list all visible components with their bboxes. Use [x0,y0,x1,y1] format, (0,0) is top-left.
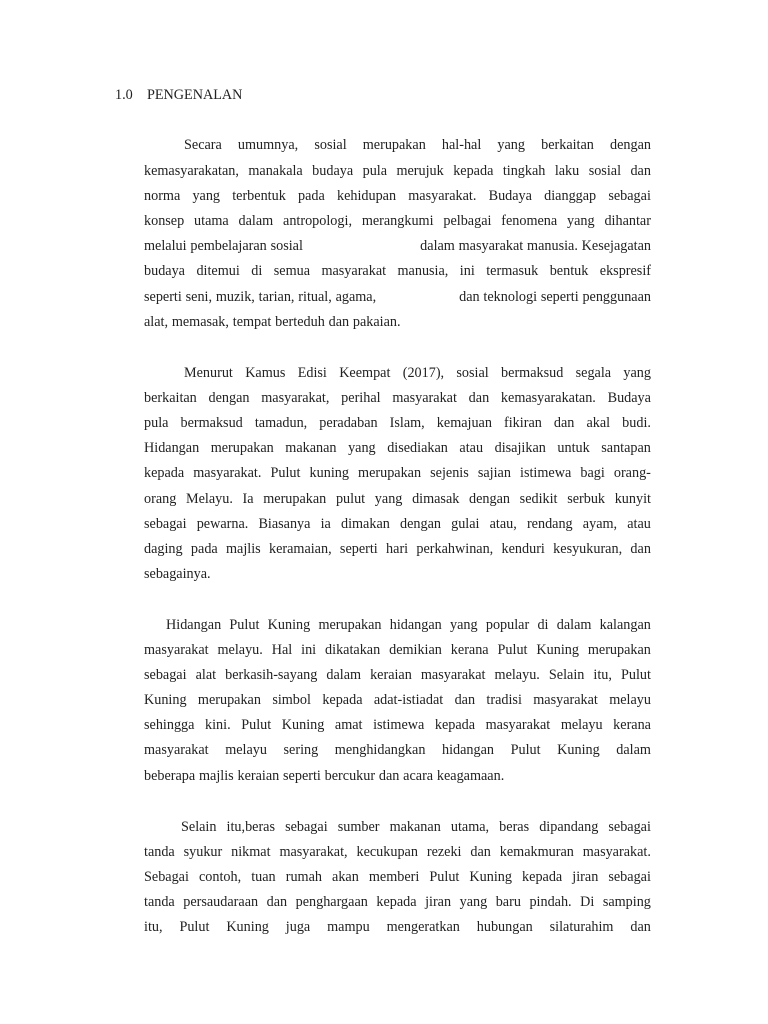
word: yang [450,617,478,633]
word: norma [144,188,181,204]
word: istimewa [520,465,572,481]
word: tarian, [258,289,295,305]
word: masyarakat. [408,188,477,204]
word: tuan [251,869,276,885]
word: budaya [144,263,185,279]
text-segment [420,236,651,256]
word: masyarakat [420,667,486,683]
word: demikian [389,642,442,658]
word: itu, [593,667,612,683]
word: seperti [283,768,321,784]
text-line [144,413,651,433]
word: seni, [185,289,213,305]
word: merupakan [358,465,422,481]
word: budaya [312,163,354,179]
word: juga [285,919,311,935]
text-line [166,615,651,635]
word: seperti [144,289,182,305]
word: muzik, [215,289,255,305]
word: melayu [225,742,267,758]
word: Melayu. [185,491,233,507]
text-line [144,312,651,332]
word: dan [454,692,476,708]
word: Edisi [297,365,327,381]
word: Pulut [497,642,528,658]
word: Biasanya [258,516,311,532]
word: penghargaan [295,894,368,910]
word: atau [627,516,651,532]
word: sosial [456,365,489,381]
word: bermaksud [180,415,243,431]
word: pindah. [529,894,572,910]
word: Pulut [270,465,301,481]
word: Di [580,894,595,910]
text-line [144,489,651,509]
word: baru [495,894,521,910]
word: Budaya [488,188,532,204]
word: tempat [232,314,272,330]
word: masyarakat. [193,465,262,481]
word: merangkumi [361,213,434,229]
word: sedikit [519,491,558,507]
text-segment [144,236,303,256]
word: kepada [322,692,363,708]
word: umumnya, [237,137,299,153]
word: teknologi [483,289,538,305]
text-line [144,261,651,281]
word: dan [630,541,651,557]
text-line [144,186,651,206]
text-segment [459,287,651,307]
word: dianggap [544,188,597,204]
word: Kuning [469,869,512,885]
word: dimakan [340,516,390,532]
word: terbentuk [232,188,286,204]
word: dan [553,415,575,431]
word: pelbagai [443,213,492,229]
word: perkahwinan, [416,541,494,557]
word: kalangan [599,617,651,633]
word: daging [144,541,183,557]
word: dengan [399,516,441,532]
word: masyarakat [533,692,598,708]
text-line [144,892,651,912]
section-title: PENGENALAN [147,87,243,103]
word: utama [194,213,229,229]
word: Kamus [245,365,286,381]
word: perihal [341,390,381,406]
word: dalam [556,617,592,633]
word: pula [362,163,388,179]
word: kunyit [614,491,651,507]
word: bentuk [549,263,589,279]
word: orang [144,491,177,507]
word: ini [301,642,317,658]
word: sebagainya. [144,566,211,582]
word: makanan [389,819,441,835]
word: untuk [557,440,590,456]
text-line [144,514,651,534]
text-line [144,287,651,307]
word: masyarakat [485,717,551,733]
word: popular [485,617,530,633]
word: kesyukuran, [553,541,623,557]
word: yang [374,491,403,507]
word: amat [334,717,363,733]
word: tanda [144,844,175,860]
word: dan [266,894,288,910]
word: laku [554,163,580,179]
word: adat-istiadat [373,692,444,708]
word: mampu [327,919,370,935]
word: sosial [588,163,622,179]
word: dengan [208,390,250,406]
word: hidangan [389,617,442,633]
word: alat, [144,314,169,330]
word: pewarna. [196,516,249,532]
word: ini [459,263,475,279]
text-line [184,363,651,383]
word: Sebagai [144,869,189,885]
word: rumah [285,869,322,885]
word: hidangan [442,742,495,758]
word: dan [328,314,350,330]
text-line [144,690,651,710]
text-line [184,135,651,155]
word: penggunaan [582,289,651,305]
word: kecukupan [356,844,418,860]
word: ritual, [298,289,332,305]
word: contoh, [198,869,242,885]
word: masyarakat [392,390,457,406]
word: Secara [184,137,222,153]
word: kemasyarakatan. [500,390,596,406]
word: sumber [337,819,380,835]
word: berkaitan [541,137,594,153]
word: santapan [601,440,651,456]
word: memberi [368,869,420,885]
word: Kuning [281,717,325,733]
word: silaturahim [549,919,614,935]
word: alat [195,667,217,683]
word: Pulut [179,919,210,935]
text-line [144,640,651,660]
word: pula [144,415,169,431]
text-line [144,715,651,735]
word: menghidangkan [334,742,426,758]
word: hari [386,541,409,557]
word: yang [459,894,488,910]
text-line [144,766,651,786]
word: kini. [205,717,231,733]
word: kerana [450,642,489,658]
word: atau, [489,516,517,532]
word: pada [190,541,218,557]
word: dihantar [604,213,651,229]
word: dan [378,768,400,784]
word: kepada [522,869,563,885]
word: Kesejagatan [581,238,651,254]
word: melayu [560,717,603,733]
word: sebagai [608,819,651,835]
word: yang [497,137,525,153]
word: Pulut [620,667,651,683]
word: keraian [237,768,280,784]
word: di [537,617,549,633]
word: Hal [271,642,293,658]
word: memasak, [171,314,229,330]
word: makanan [285,440,337,456]
word: peradaban [319,415,378,431]
word: kemajuan [436,415,492,431]
word: nikmat [231,844,271,860]
word: serbuk [567,491,606,507]
word: Pulut [429,869,460,885]
word: sehingga [144,717,195,733]
word: orang- [613,465,651,481]
word: bagi [580,465,605,481]
word: konsep [144,213,185,229]
word: dan [470,844,491,860]
word: kehidupan [336,188,397,204]
word: kemasyarakatan, [144,163,239,179]
word: Pulut [510,742,541,758]
word: Kuning [536,642,579,658]
word: masyarakat [458,238,524,254]
word: ia [320,516,331,532]
word: tingkah [502,163,546,179]
word: keraian [370,667,412,683]
word: kepada [434,717,476,733]
word: Kuning [267,617,311,633]
word: budi. [622,415,651,431]
word: berkasih-sayang [225,667,318,683]
word: rezeki [426,844,462,860]
word: melayu [609,692,651,708]
word: pembelajaran [190,238,267,254]
word: sosial [314,137,347,153]
text-line [144,917,651,937]
word: masyarakat [321,263,387,279]
word: itu, [144,919,163,935]
word: Pulut [229,617,260,633]
word: Selain [548,667,585,683]
word: Kuning [557,742,600,758]
word: itu,beras [226,819,276,835]
word: istimewa [373,717,425,733]
text-line [144,236,651,256]
word: manakala [248,163,303,179]
word: tanda [144,894,175,910]
word: manusia, [397,263,449,279]
word: masyarakat, [261,390,330,406]
word: antropologi, [283,213,352,229]
word: sebagai [608,188,651,204]
word: berkaitan [144,390,197,406]
word: merupakan [318,617,382,633]
word: pulut [335,491,366,507]
word: atau [459,440,484,456]
word: dimasak [412,491,460,507]
word: Hidangan [144,440,200,456]
text-line [144,161,651,181]
word: dalam [616,742,651,758]
word: merujuk [396,163,444,179]
word: agama, [335,289,377,305]
section-heading [115,85,242,105]
word: Ia [242,491,254,507]
word: yang [192,188,221,204]
word: yang [623,365,651,381]
word: dan [468,390,490,406]
word: utama, [450,819,490,835]
word: sosial [270,238,303,254]
word: majlis [199,768,234,784]
word: sajian [477,465,511,481]
word: majlis [226,541,261,557]
word: hal-hal [441,137,482,153]
word: ditemui [196,263,240,279]
word: seperti [540,289,579,305]
word: melayu. [494,667,540,683]
word: gulai [451,516,480,532]
text-line [144,463,651,483]
text-line [181,817,651,837]
word: tamadun, [254,415,308,431]
word: bermaksud [501,365,564,381]
word: melalui [144,238,187,254]
word: dengan [610,137,651,153]
word: kepada [376,894,417,910]
text-segment [144,287,376,307]
word: kepada [453,163,494,179]
word: disajikan [494,440,546,456]
word: melayu. [217,642,263,658]
word: dipandang [539,819,599,835]
word: Menurut [184,365,233,381]
word: syukur [183,844,223,860]
word: pada [297,188,325,204]
word: sejenis [430,465,469,481]
word: kemakmuran [499,844,574,860]
word: jiran [425,894,452,910]
word: merupakan [197,692,261,708]
word: seperti [339,541,378,557]
word: beberapa [144,768,196,784]
word: akan [332,869,359,885]
word: ekspresif [599,263,651,279]
word: rendang [526,516,573,532]
word: merupakan [362,137,426,153]
word: segala [575,365,612,381]
word: sebagai [144,516,187,532]
word: dikatakan [325,642,381,658]
word: hubungan [476,919,533,935]
text-line [144,867,651,887]
word: sebagai [285,819,328,835]
word: Islam, [389,415,425,431]
word: yang [348,440,376,456]
word: mengeratkan [386,919,460,935]
text-line [144,211,651,231]
text-line [144,388,651,408]
word: Kuning [144,692,187,708]
word: Pulut [241,717,272,733]
word: semua [273,263,310,279]
word: samping [602,894,651,910]
word: di [251,263,263,279]
word: kuning [309,465,349,481]
text-line [144,740,651,760]
word: Kuning [226,919,269,935]
word: yang [567,213,595,229]
word: Keempat [339,365,391,381]
word: simbol [272,692,311,708]
text-line [144,564,651,584]
word: dengan [469,491,510,507]
word: Selain [181,819,217,835]
word: masyarakat [144,642,209,658]
word: berteduh [275,314,325,330]
word: pakaian. [352,314,401,330]
word: masyarakat, [279,844,348,860]
word: (2017), [402,365,445,381]
text-line [144,842,651,862]
word: akal [586,415,611,431]
word: merupakan [210,440,274,456]
text-line [144,438,651,458]
word: merupakan [587,642,651,658]
word: termasuk [486,263,539,279]
word: dalam [326,667,362,683]
word: tradisi [486,692,522,708]
word: masyarakat. [582,844,651,860]
word: fikiran [504,415,542,431]
word: kepada [144,465,185,481]
word: kenduri [501,541,545,557]
word: fenomena [501,213,558,229]
word: manusia. [527,238,578,254]
word: beras [499,819,530,835]
word: jiran [572,869,599,885]
word: merupakan [263,491,327,507]
word: bercukur [324,768,376,784]
word: sering [283,742,319,758]
word: Hidangan [166,617,222,633]
word: disediakan [387,440,448,456]
word: acara [403,768,434,784]
section-number: 1.0 [115,87,133,103]
text-line [144,539,651,559]
word: Budaya [607,390,651,406]
word: dalam [238,213,274,229]
word: dan [630,919,651,935]
word: masyarakat [144,742,209,758]
word: keramaian, [269,541,332,557]
word: dan [630,163,651,179]
word: dalam [420,238,455,254]
text-line [144,665,651,685]
word: sebagai [608,869,651,885]
word: ayam, [582,516,618,532]
word: kerana [613,717,651,733]
word: sebagai [144,667,187,683]
word: persaudaraan [183,894,259,910]
word: dan [459,289,480,305]
word: keagamaan. [436,768,505,784]
